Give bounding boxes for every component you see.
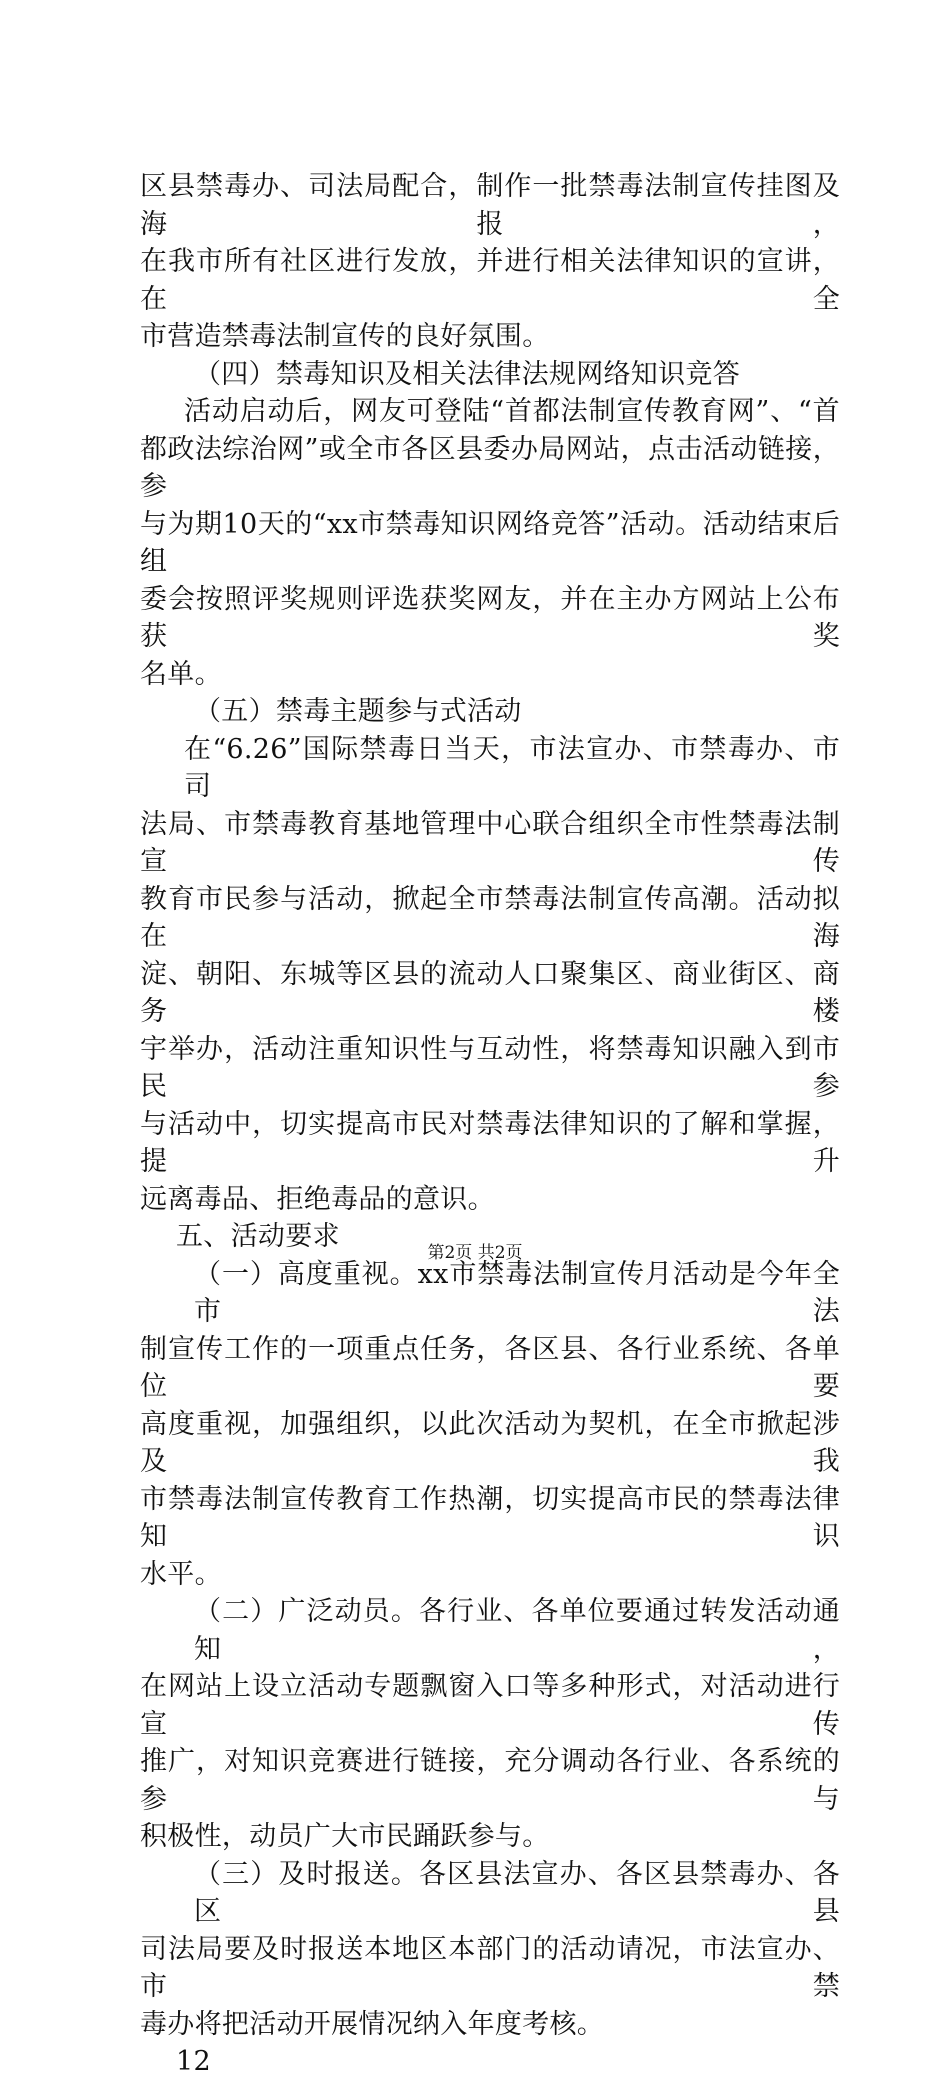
section-heading: （五）禁毒主题参与式活动: [194, 696, 522, 727]
text-line: 宇举办，活动注重知识性与互动性，将禁毒知识融入到市民参: [140, 1033, 840, 1102]
text-line: 高度重视，加强组织，以此次活动为契机，在全市掀起涉及我: [140, 1408, 840, 1477]
text-line: （一）高度重视。xx市禁毒法制宣传月活动是今年全市法: [194, 1258, 840, 1327]
text-line: 名单。: [140, 658, 222, 690]
text-line: 市禁毒法制宣传教育工作热潮，切实提高市民的禁毒法律知识: [140, 1483, 840, 1552]
page-reference-number: 12: [176, 2046, 211, 2077]
page-footer: 第2页 共2页: [427, 1243, 523, 1263]
text-line: 司法局要及时报送本地区本部门的活动请况，市法宣办、市禁: [140, 1933, 840, 2002]
text-line: 在我市所有社区进行发放，并进行相关法律知识的宣讲，在全: [140, 246, 840, 315]
text-line: 远离毒品、拒绝毒品的意识。: [140, 1183, 495, 1215]
text-line: 积极性，动员广大市民踊跃参与。: [140, 1821, 550, 1852]
text-line: 委会按照评奖规则评选获奖网友，并在主办方网站上公布获奖: [140, 583, 840, 652]
text-line: 都政法综治网”或全市各区县委办局网站，点击活动链接，参: [140, 433, 840, 502]
text-line: 活动启动后，网友可登陆“首都法制宣传教育网”、“首: [184, 396, 840, 427]
text-line: 毒办将把活动开展情况纳入年度考核。: [140, 2008, 605, 2040]
text-line: 市营造禁毒法制宣传的良好氛围。: [140, 321, 550, 352]
text-line: 推广，对知识竞赛进行链接，充分调动各行业、各系统的参与: [140, 1746, 840, 1815]
text-line: 教育市民参与活动，掀起全市禁毒法制宣传高潮。活动拟在海: [140, 883, 840, 952]
section-heading: （四）禁毒知识及相关法律法规网络知识竞答: [194, 358, 740, 390]
text-line: 水平。: [140, 1558, 222, 1590]
text-line: （三）及时报送。各区县法宣办、各区县禁毒办、各区县: [194, 1858, 840, 1927]
text-line: 与活动中，切实提高市民对禁毒法律知识的了解和掌握，提升: [140, 1108, 840, 1177]
text-line: 淀、朝阳、东城等区县的流动人口聚集区、商业街区、商务楼: [140, 958, 840, 1027]
document-body: [140, 168, 840, 2081]
text-line: 法局、市禁毒教育基地管理中心联合组织全市性禁毒法制宣传: [140, 808, 840, 877]
text-line: 制宣传工作的一项重点任务，各区县、各行业系统、各单位要: [140, 1333, 840, 1402]
section-heading: 五、活动要求: [176, 1221, 340, 1252]
text-line: 区县禁毒办、司法局配合，制作一批禁毒法制宣传挂图及海报，: [140, 171, 840, 240]
text-line: （二）广泛动员。各行业、各单位要通过转发活动通知，: [194, 1596, 840, 1665]
text-line: 与为期10天的“xx市禁毒知识网络竞答”活动。活动结束后组: [140, 508, 840, 577]
text-line: 在网站上设立活动专题飘窗入口等多种形式，对活动进行宣传: [140, 1671, 840, 1740]
text-line: 在“6.26”国际禁毒日当天，市法宣办、市禁毒办、市司: [184, 733, 840, 802]
